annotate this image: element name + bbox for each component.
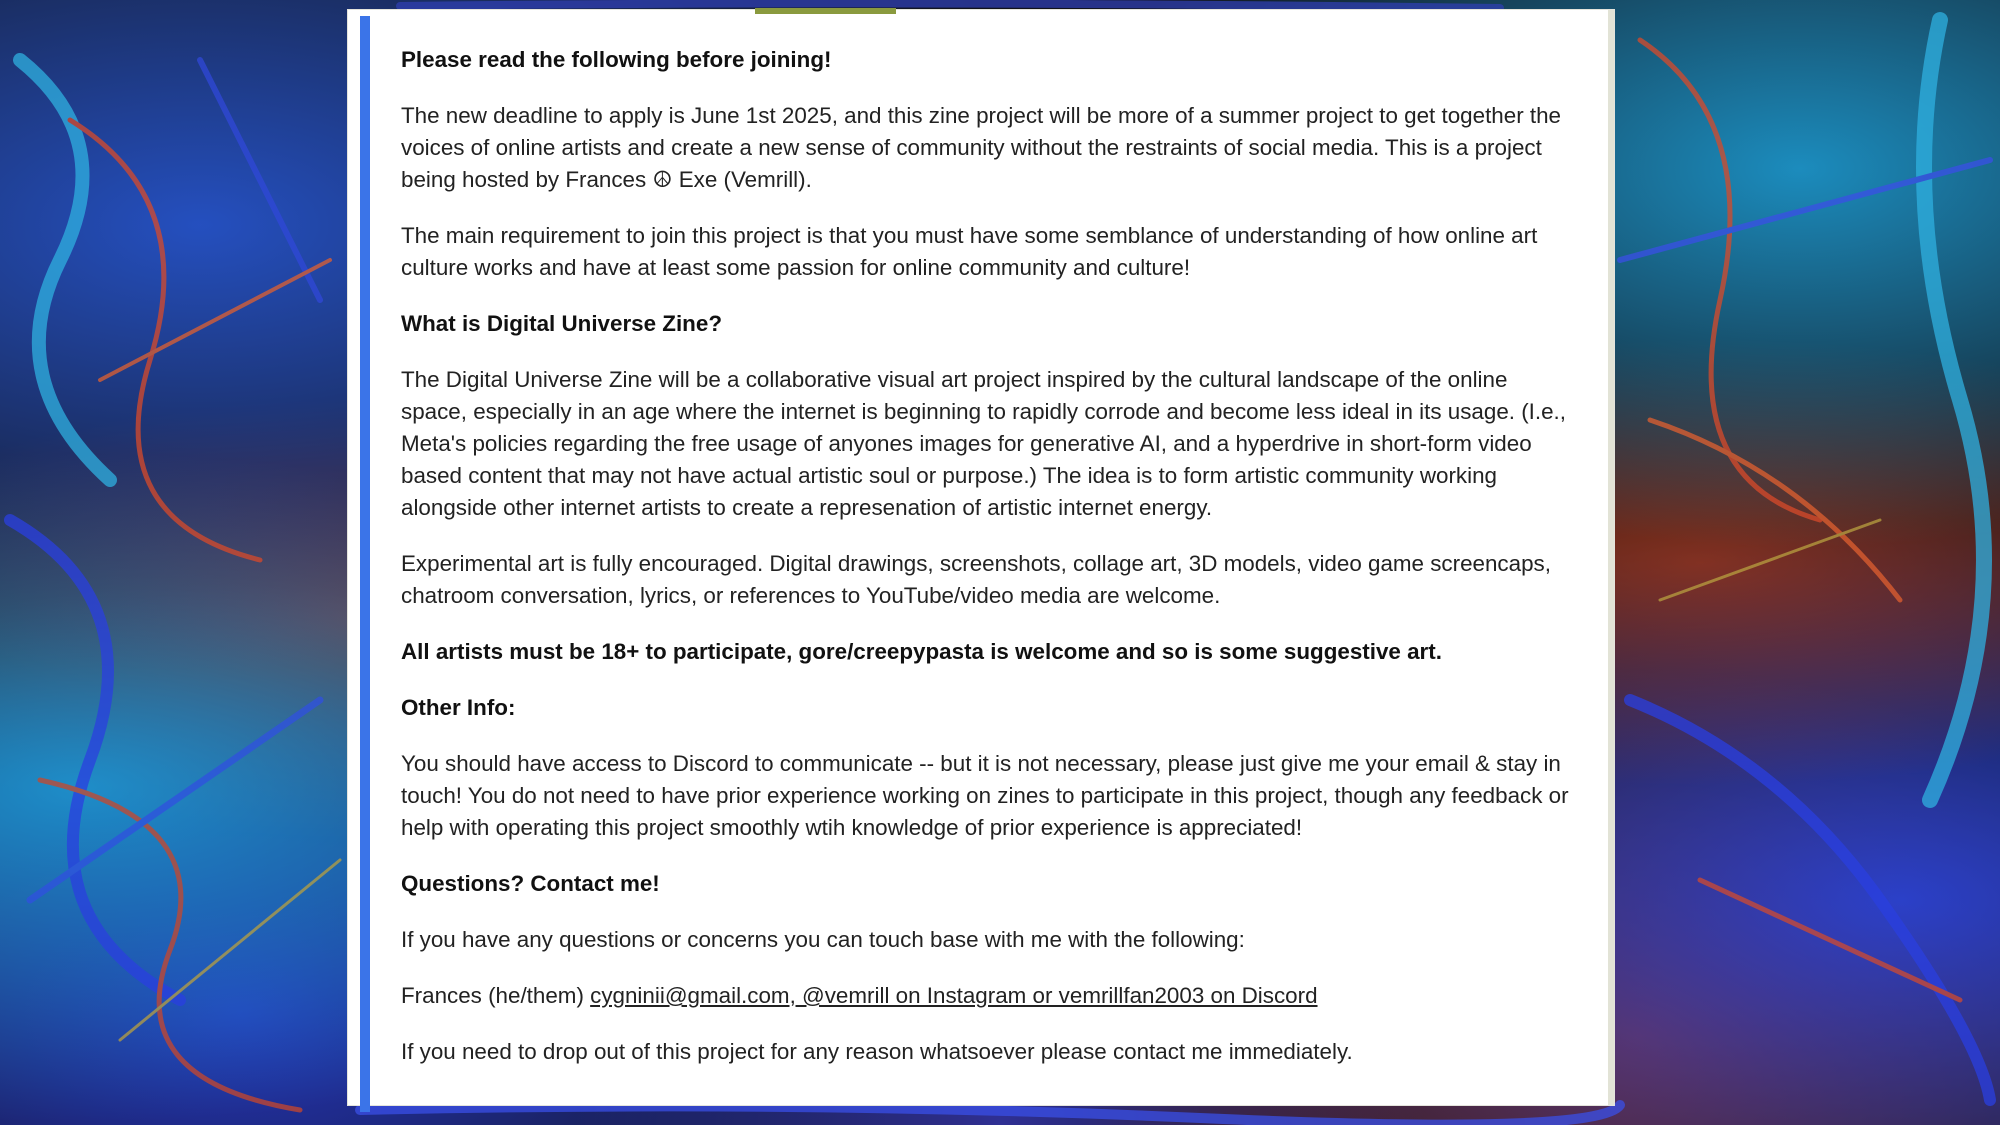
- about-paragraph: The Digital Universe Zine will be a collaborative visual art project inspired by the cultural landscape of the online space, especially in an age where the internet is beginning to rapidly corrode and become less ideal in its usage. (I.e., Meta's policies regarding the free usage of anyones images for generative AI, and a hyperdrive in short-form video based content that may not have actual artistic soul or purpose.) The idea is to form artistic community working alongside other internet artists to create a represenation of artistic internet energy.: [401, 367, 1567, 520]
- contact-line: [401, 980, 1571, 1012]
- intro-heading: Please read the following before joining!: [401, 47, 832, 72]
- panel-tab-accent: [755, 8, 896, 14]
- info-panel: [348, 10, 1614, 1105]
- panel-edge: [1608, 10, 1614, 1105]
- about-heading: What is Digital Universe Zine?: [401, 311, 722, 336]
- other-info-heading: Other Info:: [401, 695, 516, 720]
- panel-content: [401, 44, 1571, 1092]
- intro-paragraph: The new deadline to apply is June 1st 2025, and this zine project will be more of a summer project to get together the voices of online artists and create a new sense of community without the restraints of social media. This is a project being hosted by Frances ☮ Exe (Vemrill).: [401, 103, 1561, 192]
- experimental-paragraph: Experimental art is fully encouraged. Digital drawings, screenshots, collage art, 3D models, video game screencaps, chatroom conversation, lyrics, or references to YouTube/video media are welcome.: [401, 551, 1551, 608]
- dropout-paragraph: If you need to drop out of this project for any reason whatsoever please contact me immediately.: [401, 1039, 1353, 1064]
- contact-heading: Questions? Contact me!: [401, 871, 660, 896]
- contact-link[interactable]: cygninii@gmail.com, @vemrill on Instagram or vemrillfan2003 on Discord: [590, 983, 1318, 1008]
- other-info-paragraph: You should have access to Discord to communicate -- but it is not necessary, please just give me your email & stay in touch! You do not need to have prior experience working on zines to participate in this project, though any feedback or help with operating this project smoothly wtih knowledge of prior experience is appreciated!: [401, 751, 1569, 840]
- accent-bar: [360, 16, 370, 1112]
- age-notice: All artists must be 18+ to participate, gore/creepypasta is welcome and so is some suggestive art.: [401, 639, 1442, 664]
- contact-name: Frances (he/them): [401, 983, 591, 1008]
- requirement-paragraph: The main requirement to join this project is that you must have some semblance of understanding of how online art culture works and have at least some passion for online community and culture!: [401, 223, 1538, 280]
- contact-intro: If you have any questions or concerns you can touch base with me with the following:: [401, 927, 1245, 952]
